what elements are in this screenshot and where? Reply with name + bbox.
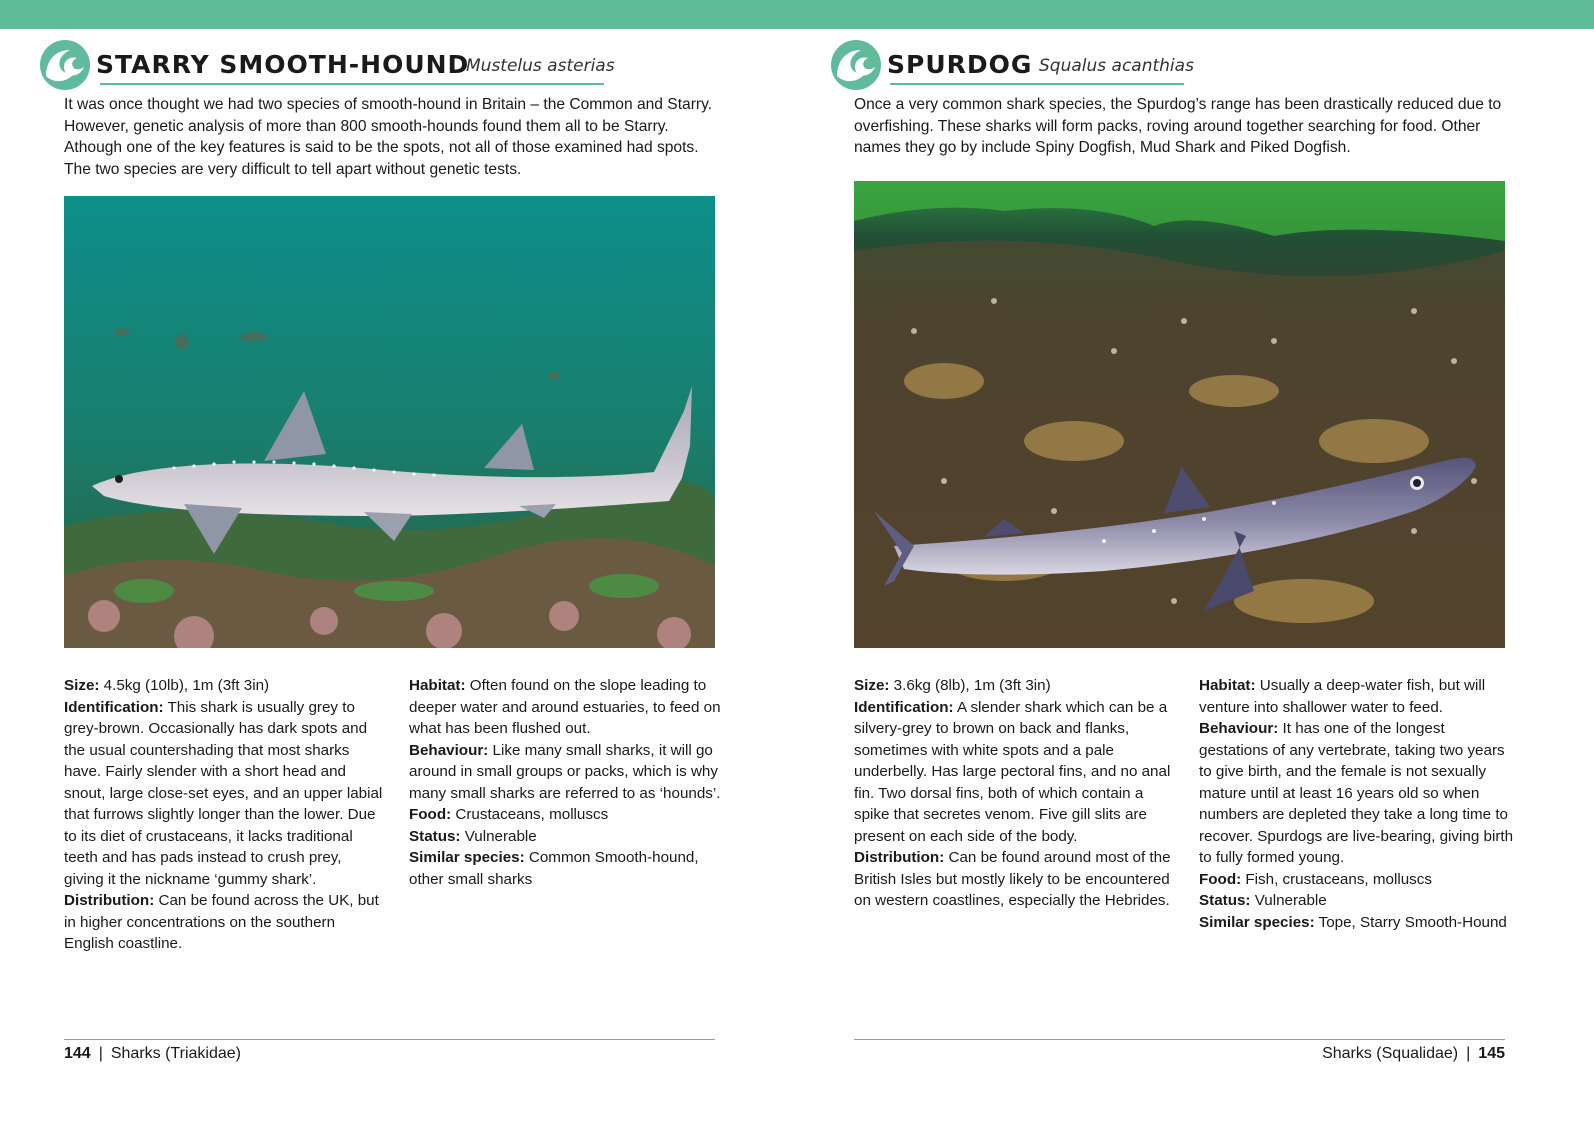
fact-label: Status: bbox=[409, 827, 461, 845]
footer-rule bbox=[854, 1039, 1505, 1040]
starry-smooth-hound-photo bbox=[64, 196, 715, 648]
section-name: Sharks (Squalidae) bbox=[1322, 1045, 1459, 1062]
page-footer bbox=[64, 1045, 241, 1063]
title-underline bbox=[100, 83, 604, 85]
fact-value: Vulnerable bbox=[1250, 892, 1327, 909]
species-intro: Once a very common shark species, the Spurdog’s range has been drastically reduced due to overfishing. These sharks will form packs, roving around together searching for food. Other names they go by include Spiny Dogfish, Mud Shark and Piked Dogfish. bbox=[854, 96, 1502, 157]
spurdog-photo bbox=[854, 181, 1505, 648]
fact-distribution bbox=[64, 890, 384, 955]
footer-rule bbox=[64, 1039, 715, 1040]
footer-separator: | bbox=[98, 1045, 103, 1062]
species-latin-name: Mustelus asterias bbox=[466, 56, 615, 76]
fact-habitat bbox=[1199, 675, 1514, 718]
fact-value: Like many small sharks, it will go around in small groups or packs, which is why many small sharks are referred to as ‘hounds’. bbox=[409, 741, 721, 802]
fact-label: Identification: bbox=[64, 698, 164, 716]
fact-value: Vulnerable bbox=[460, 827, 537, 845]
fact-size bbox=[854, 675, 1174, 697]
fact-label: Food: bbox=[1199, 870, 1242, 888]
fact-label: Similar species: bbox=[1199, 913, 1315, 931]
species-latin-name: Squalus acanthias bbox=[1039, 56, 1194, 76]
wave-icon bbox=[831, 40, 881, 90]
fact-value: Common Smooth-hound, other small sharks bbox=[409, 849, 699, 888]
footer-separator: | bbox=[1466, 1045, 1471, 1062]
species-intro: It was once thought we had two species of smooth-hound in Britain – the Common and Starry. However, genetic analysis of more than 800 smooth-hounds found them all to be Starry. Athough one of the key features is said to be the spots, not all of those examined had spots. The two species are very difficult to tell apart without genetic tests. bbox=[64, 96, 713, 179]
fact-value: Crustaceans, molluscs bbox=[451, 806, 609, 823]
fact-value: Usually a deep-water fish, but will venture into shallower water to feed. bbox=[1199, 677, 1486, 716]
section-name: Sharks (Triakidae) bbox=[110, 1045, 241, 1062]
fact-similar-species bbox=[1199, 912, 1514, 934]
fact-similar-species bbox=[409, 847, 729, 890]
fact-value: Tope, Starry Smooth-Hound bbox=[1314, 913, 1507, 931]
fact-size bbox=[64, 675, 384, 697]
fact-distribution bbox=[854, 847, 1174, 912]
fact-label: Identification: bbox=[854, 698, 954, 716]
title-underline bbox=[890, 83, 1184, 85]
fact-label: Behaviour: bbox=[1199, 720, 1279, 737]
fact-identification bbox=[854, 697, 1174, 848]
fact-label: Distribution: bbox=[64, 892, 155, 909]
fact-food bbox=[409, 804, 729, 826]
fact-status bbox=[409, 826, 729, 848]
facts-column-2 bbox=[409, 675, 729, 890]
fact-value: Fish, crustaceans, molluscs bbox=[1241, 870, 1432, 888]
fact-label: Similar species: bbox=[409, 849, 525, 866]
fact-label: Habitat: bbox=[1199, 677, 1256, 694]
facts-column-1 bbox=[854, 675, 1174, 912]
fact-identification bbox=[64, 697, 384, 891]
right-page bbox=[797, 0, 1594, 1122]
fact-label: Size: bbox=[64, 677, 100, 694]
fact-value: 3.6kg (8lb), 1m (3ft 3in) bbox=[889, 677, 1051, 694]
species-common-name: SPURDOG bbox=[887, 50, 1033, 79]
facts-column-2 bbox=[1199, 675, 1514, 933]
fact-label: Status: bbox=[1199, 892, 1251, 909]
page-footer bbox=[1322, 1045, 1505, 1063]
fact-label: Behaviour: bbox=[409, 741, 489, 759]
fact-value: Can be found across the UK, but in higher concentrations on the southern English coastline. bbox=[64, 892, 379, 952]
page-number: 145 bbox=[1478, 1045, 1505, 1062]
fact-label: Food: bbox=[409, 806, 452, 823]
fact-behaviour bbox=[1199, 718, 1514, 869]
facts-column-1 bbox=[64, 675, 384, 955]
fact-label: Distribution: bbox=[854, 849, 945, 866]
wave-icon bbox=[40, 40, 90, 90]
fact-value: It has one of the longest gestations of any vertebrate, taking two years to give birth, and the female is not sexually mature until at least 16 years old so when numbers are depleted they take a long time to recover. Spurdogs are live-bearing, giving birth to fully formed young. bbox=[1199, 720, 1514, 866]
fact-food bbox=[1199, 869, 1514, 891]
page-number: 144 bbox=[64, 1045, 91, 1062]
fact-value: Can be found around most of the British Isles but mostly likely to be encountered on western coastlines, especially the Hebrides. bbox=[854, 849, 1171, 909]
fact-label: Size: bbox=[854, 677, 890, 694]
fact-value: This shark is usually grey to grey-brown. Occasionally has dark spots and the usual countershading that most sharks have. Fairly slender with a short head and snout, large close-set eyes, and an upper labial that furrows slightly longer than the lower. Due to its diet of crustaceans, it lacks traditional teeth and has pads instead to crush prey, giving it the nickname ‘gummy shark’. bbox=[64, 698, 383, 888]
fact-value: Often found on the slope leading to deeper water and around estuaries, to feed on what has been flushed out. bbox=[409, 677, 721, 737]
fact-habitat bbox=[409, 675, 729, 740]
fact-value: A slender shark which can be a silvery-grey to brown on back and flanks, sometimes with white spots and a pale underbelly. Has large pectoral fins, and no anal fin. Two dorsal fins, both of which contain a spike that secretes venom. Five gill slits are present on each side of the body. bbox=[854, 698, 1171, 845]
fact-label: Habitat: bbox=[409, 677, 466, 694]
fact-value: 4.5kg (10lb), 1m (3ft 3in) bbox=[99, 677, 270, 694]
species-common-name: STARRY SMOOTH-HOUND bbox=[96, 50, 470, 79]
fact-status bbox=[1199, 890, 1514, 912]
fact-behaviour bbox=[409, 740, 729, 805]
